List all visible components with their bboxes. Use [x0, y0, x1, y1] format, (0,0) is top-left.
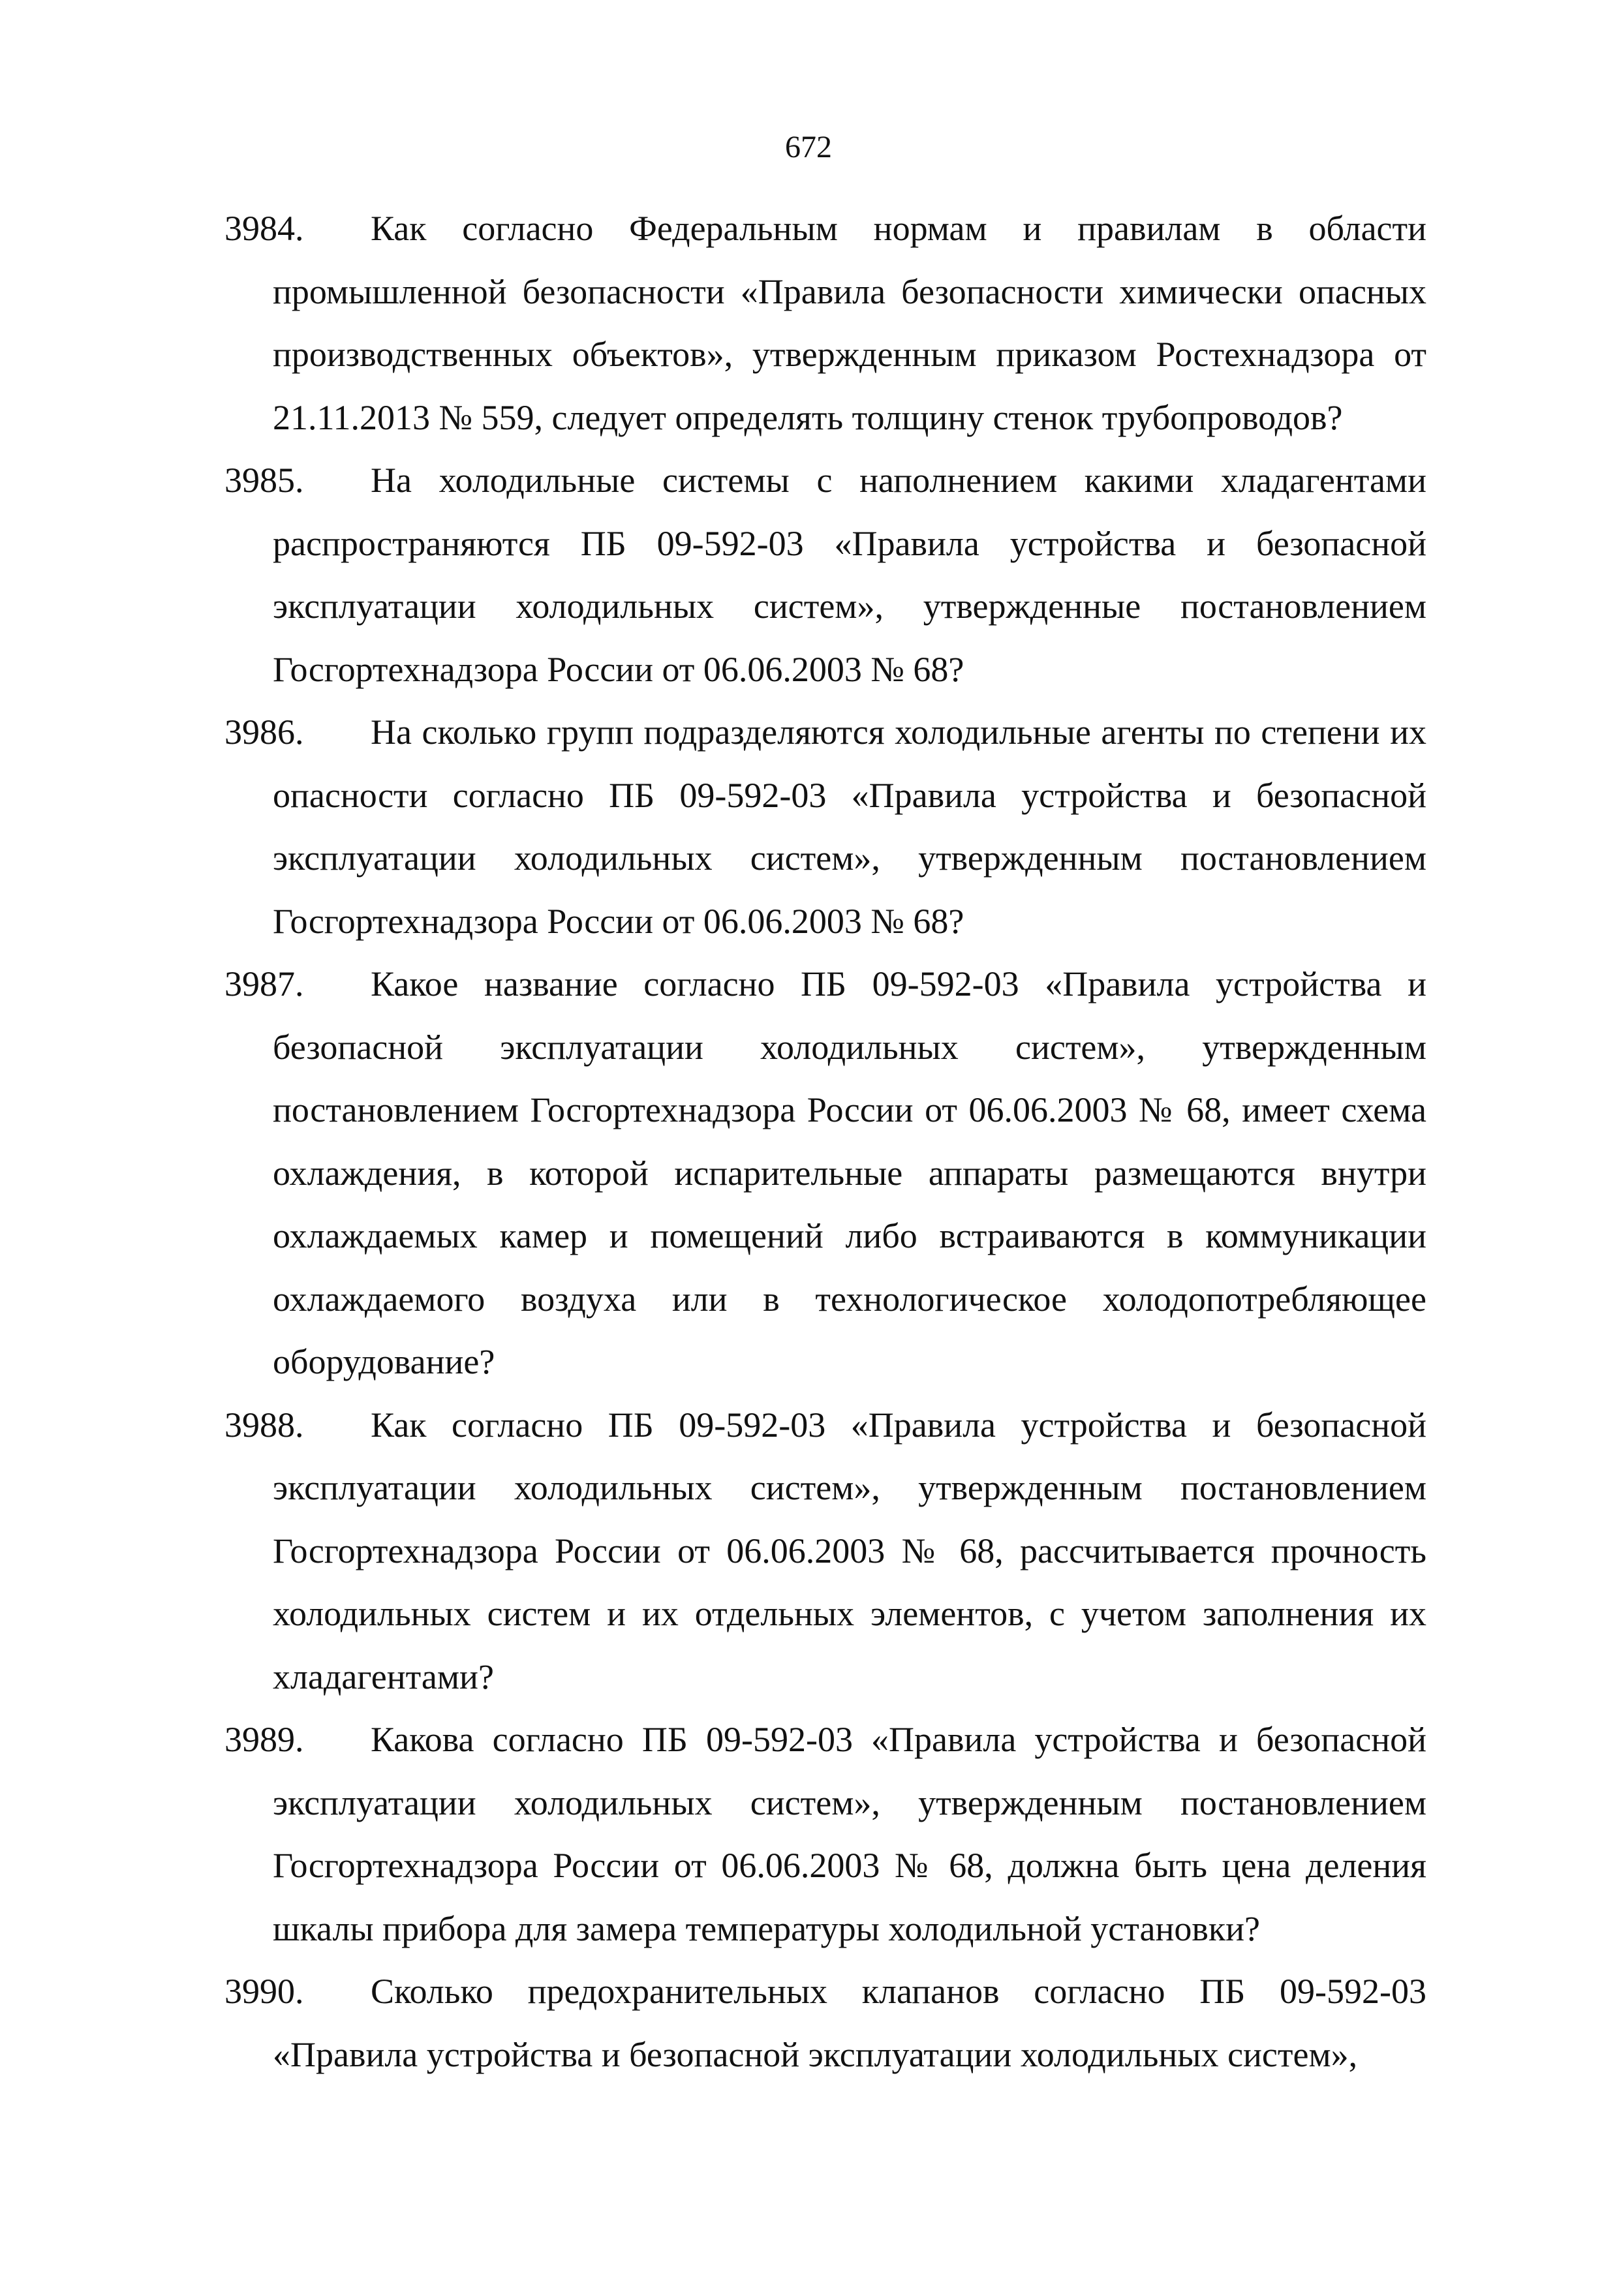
question-text: На сколько групп подразделяются холодильные агенты по степени их опасности согласно ПБ 09-592-03 «Правила устройства и безопасной эксплуатации холодильных систем», утвержденным постановлением Госгортехнадзора России от 06.06.2003 № 68?: [273, 712, 1426, 941]
question-number: 3988.: [224, 1405, 304, 1445]
question-item: [224, 197, 1426, 449]
page-number: 672: [785, 130, 832, 164]
question-item: [224, 449, 1426, 701]
question-item: [224, 953, 1426, 1394]
question-text: Какова согласно ПБ 09-592-03 «Правила устройства и безопасной эксплуатации холодильных систем», утвержденным постановлением Госгортехнадзора России от 06.06.2003 № 68, должна быть цена деления шкалы прибора для замера температуры холодильной установки?: [273, 1720, 1426, 1948]
question-number: 3985.: [224, 461, 304, 500]
question-item: [224, 1394, 1426, 1709]
question-number: 3984.: [224, 209, 304, 248]
question-text: На холодильные системы с наполнением какими хладагентами распространяются ПБ 09-592-03 «Правила устройства и безопасной эксплуатации холодильных систем», утвержденные постановлением Госгортехнадзора России от 06.06.2003 № 68?: [273, 461, 1426, 689]
question-text: Какое название согласно ПБ 09-592-03 «Правила устройства и безопасной эксплуатации холодильных систем», утвержденным постановлением Госгортехнадзора России от 06.06.2003 № 68, имеет схема охлаждения, в которой испарительные аппараты размещаются внутри охлаждаемых камер и помещений либо встраиваются в коммуникации охлаждаемого воздуха или в технологическое холодопотребляющее оборудование?: [273, 964, 1426, 1381]
question-number: 3989.: [224, 1720, 304, 1759]
question-number: 3990.: [224, 1972, 304, 2011]
question-item: [224, 701, 1426, 953]
question-number: 3986.: [224, 712, 304, 752]
question-text: Как согласно Федеральным нормам и правилам в области промышленной безопасности «Правила безопасности химически опасных производственных объектов», утвержденным приказом Ростехнадзора от 21.11.2013 № 559, следует определять толщину стенок трубопроводов?: [273, 209, 1426, 437]
question-text: Сколько предохранительных клапанов согласно ПБ 09-592-03 «Правила устройства и безопасной эксплуатации холодильных систем»,: [273, 1972, 1426, 2074]
question-item: [224, 1960, 1426, 2086]
question-text: Как согласно ПБ 09-592-03 «Правила устройства и безопасной эксплуатации холодильных систем», утвержденным постановлением Госгортехнадзора России от 06.06.2003 № 68, рассчитывается прочность холодильных систем и их отдельных элементов, с учетом заполнения их хладагентами?: [273, 1405, 1426, 1696]
question-list: [224, 197, 1426, 2086]
question-item: [224, 1708, 1426, 1960]
question-number: 3987.: [224, 964, 304, 1003]
